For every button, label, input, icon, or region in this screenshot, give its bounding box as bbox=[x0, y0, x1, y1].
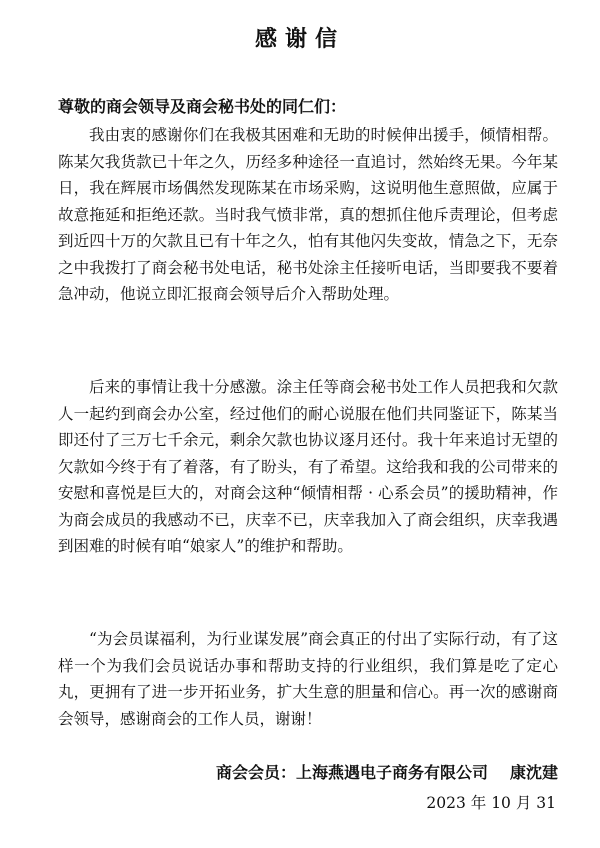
signature-member-org: 商会会员：上海燕遇电子商务有限公司 bbox=[215, 763, 488, 782]
signature-line bbox=[216, 760, 558, 783]
letter-date: 2023 年 10 月 31 bbox=[426, 794, 556, 812]
paragraph-3: “为会员谋福利，为行业谋发展”商会真正的付出了实际行动，有了这样一个为我们会员说话办事和帮助支持的行业组织，我们算是吃了定心丸，更拥有了进一步开拓业务，扩大生意的胆量和信心。再一次的感谢商会领导，感谢商会的工作人员，谢谢！ bbox=[58, 630, 558, 728]
signature-name: 康沈建 bbox=[509, 763, 558, 782]
salutation: 尊敬的商会领导及商会秘书处的同仁们： bbox=[58, 97, 347, 116]
paragraph-1: 我由衷的感谢你们在我极其困难和无助的时候伸出援手，倾情相帮。陈某欠我货款已十年之久，历经多种途径一直追讨，然始终无果。今年某日，我在辉展市场偶然发现陈某在市场采购，这说明他生意照做，应属于故意拖延和拒绝还款。当时我气愤非常，真的想抓住他斥责理论，但考虑到近四十万的欠款且已有十年之久，怕有其他闪失变故，情急之下，无奈之中我拨打了商会秘书处电话，秘书处涂主任接听电话，当即要我不要着急冲动，他说立即汇报商会领导后介入帮助处理。 bbox=[58, 126, 558, 303]
paragraph-2: 后来的事情让我十分感激。涂主任等商会秘书处工作人员把我和欠款人一起约到商会办公室，经过他们的耐心说服在他们共同鉴证下，陈某当即还付了三万七千余元，剩余欠款也协议逐月还付。我十年来追讨无望的欠款如今终于有了着落，有了盼头，有了希望。这给我和我的公司带来的安慰和喜悦是巨大的，对商会这种“倾情相帮 · 心系会员”的援助精神，作为商会成员的我感动不已，庆幸不已，庆幸我加入了商会组织，庆幸我遇到困难的时候有咱“娘家人”的维护和帮助。 bbox=[58, 378, 558, 555]
letter-title: 感谢信 bbox=[254, 26, 345, 52]
